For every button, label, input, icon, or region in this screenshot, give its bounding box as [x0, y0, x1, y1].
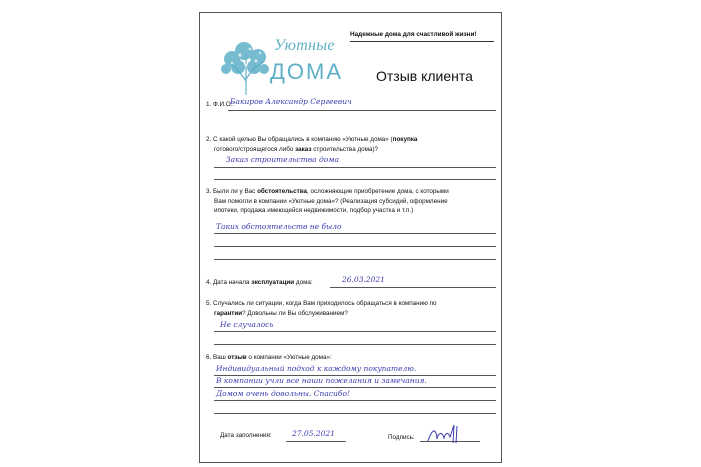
- answer-line: [330, 287, 496, 288]
- answer-line: [214, 413, 496, 414]
- answer-4: 26.03.2021: [342, 275, 385, 284]
- question-text: Ф.И.О.:: [213, 101, 235, 108]
- date-line: [286, 441, 346, 442]
- question-2: 2. С какой целью Вы обращались в компанию «Уютные дома» (покупка готового/строящегося либо заказ строительства дома)?: [206, 136, 418, 153]
- review-line-3: Домом очень довольны. Спасибо!: [216, 389, 350, 398]
- review-form-sheet: [199, 12, 502, 463]
- answer-line: [214, 179, 496, 180]
- answer-line: [228, 110, 496, 111]
- answer-5: Не случалось: [220, 320, 274, 329]
- answer-line: [214, 259, 496, 260]
- answer-line: [214, 331, 496, 332]
- signature-scribble: [426, 423, 462, 445]
- answer-line: [214, 387, 496, 388]
- review-line-2: В компании учли все наши пожелания и замечания.: [216, 376, 427, 385]
- tagline-rule: [350, 41, 494, 42]
- answer-3: Таких обстоятельств не было: [216, 222, 342, 231]
- signature-label: Подпись:: [388, 434, 415, 441]
- date-label: Дата заполнения:: [220, 432, 272, 439]
- review-line-1: Индивидуальный подход к каждому покупателю.: [216, 364, 417, 373]
- answer-2: Заказ строительства дома: [226, 155, 339, 164]
- form-title: Отзыв клиента: [376, 68, 473, 84]
- answer-line: [214, 233, 496, 234]
- question-5: 5. Случались ли ситуации, когда Вам приходилось обращаться в компанию по гарантии? Довольны ли Вы обслуживанием?: [206, 300, 437, 317]
- question-6: 6. Ваш отзыв о компании «Уютные дома»:: [206, 354, 332, 361]
- question-3: 3. Были ли у Вас обстоятельства, осложняющие приобретение дома, с которыми Вам помогли в компании «Уютные дома»? (Реализация субсидий, оформление ипотеки, продажа имеющейся недвижимости, подбор участка и т.п.): [206, 188, 449, 214]
- question-4: 4. Дата начала эксплуатации дома:: [206, 279, 313, 286]
- answer-line: [214, 375, 496, 376]
- tagline: Надежные дома для счастливой жизни!: [350, 31, 477, 38]
- answer-line: [214, 344, 496, 345]
- logo-word-1: Уютные: [274, 37, 335, 54]
- question-number: 1.: [206, 101, 212, 108]
- answer-line: [214, 400, 496, 401]
- date-value: 27.05.2021: [292, 429, 335, 438]
- answer-line: [214, 246, 496, 247]
- answer-line: [214, 167, 496, 168]
- answer-1: Бакиров Александр Сергеевич: [230, 97, 352, 106]
- logo-word-2: ДОМА: [270, 59, 344, 84]
